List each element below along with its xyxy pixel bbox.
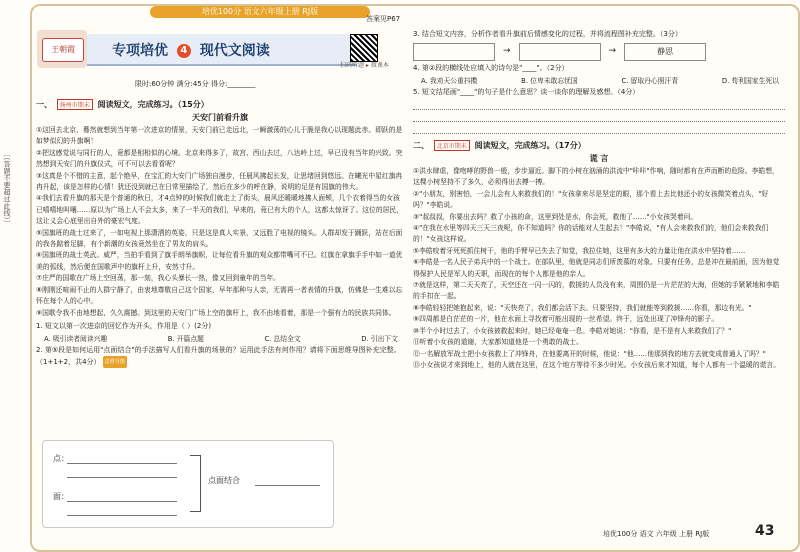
section-title bbox=[112, 40, 270, 60]
question-2 bbox=[36, 344, 404, 368]
center-answer-line[interactable] bbox=[255, 485, 320, 486]
left-column bbox=[36, 97, 404, 369]
qr-label: 扫码听题 ▸ 微课本 bbox=[340, 62, 389, 69]
paragraph: ④"在我在水里等四天三天三夜呢，你不知道吗？你的话能对人生起去！"李皓说，"有人会来救我们的，他们会来救我们的！"女孩这样说。 bbox=[413, 224, 769, 244]
paragraph: ①洪水肆虐，像咆哮的野兽一般，步步逼近。脚下的小树在汹涌的洪流中"咔咔"作响，随时都有在声而断的危险。李皓想，这棵小树坚持不了多久，必须得出去搏一搏。 bbox=[413, 167, 779, 187]
question-4-options bbox=[413, 75, 785, 85]
paragraph: ⑥国旗班的战士英武。威严，当拍手看到了旗手朗举旗帜，让每位看升旗的观众都带嘴可不已。红旗在拿旗手手中如一道优美的弧线，然后便在国歌声中的旗杆上升，安然寸升。 bbox=[36, 251, 403, 271]
arrow-icon: → bbox=[608, 46, 617, 56]
answer-link[interactable]: 答案见P67 bbox=[366, 15, 401, 23]
footer-text: 培优100分 语文 六年级 上册 RJ版 bbox=[603, 530, 710, 538]
question-1-options bbox=[36, 333, 404, 343]
section-title-a: 专项培优 bbox=[112, 43, 168, 59]
question-4: 4. 第②段的横线处应填入的诗句是"____"。（2分） bbox=[413, 64, 569, 72]
story-title: 谎 言 bbox=[589, 154, 609, 163]
paragraph: ⑥李皓是一名人民子弟兵中的一个战士。在部队里，他就是同志们所羡慕的对象。只要有任务，总是冲在最前面，因为他觉得保护人民是军人的天职，而现在的每个人都是他的亲人。 bbox=[413, 258, 780, 278]
option-c[interactable]: C. 留取丹心照汗青 bbox=[621, 77, 679, 85]
flow-box-3: 静思 bbox=[624, 43, 706, 61]
paragraph: ⑦庄严的国歌在广场上空回荡，那一刻，我心头暴长一热，像又回到童年的当年。 bbox=[36, 274, 280, 283]
paragraph: ④我们去看升旗的那天是个普通的秋日，才4点钟的时候我们就走上了街头，晨风还暖暖地拂人面颊，几个衣着得当的女孩已嘻嘻地叫嚷……原以为广场上人不会太多，来了一半天的我们，早来的，竟已有大的个人，这都太惊讶了。这位的居民，这让义会心底里出自外的豪宏气度。 bbox=[36, 194, 404, 226]
point-answer-line[interactable] bbox=[67, 463, 177, 464]
section-title-b: 现代文阅读 bbox=[199, 43, 270, 59]
paragraph: ⑧李皓轻轻把她抱起来，说："天快亮了，我们都会活下去。只要坚持，我们就能等到救援……你看，那边有光。" bbox=[413, 303, 752, 312]
section-one-title: 阅读短文，完成练习。（15分） bbox=[97, 100, 209, 109]
answer-line[interactable] bbox=[413, 111, 785, 122]
question-1: 1. 短文以第一次进京的回忆作为开头，作用是（ ）(2分) bbox=[36, 321, 212, 330]
option-c[interactable]: C. 总结全文 bbox=[264, 334, 301, 343]
logo-text: 王朝霞 bbox=[42, 38, 84, 62]
page-number: 43 bbox=[755, 523, 775, 539]
qr-code-icon[interactable] bbox=[350, 34, 378, 62]
option-b[interactable]: B. 位卑未敢忘忧国 bbox=[521, 77, 578, 85]
exam-meta: 限时:60分钟 满分:45分 得分:________ bbox=[135, 80, 256, 88]
option-a[interactable]: A. 我劝天公重抖擞 bbox=[421, 77, 478, 85]
mind-map-badge: 思维导图 bbox=[103, 356, 127, 368]
paragraph: ⑧刚刚还喧闹不止的人群宁静了，由衷地尊敬自己这个国家，早年那种与人亲，无需再一者表情的升旗，仿佛是一生难以忘怀在每个人的心中。 bbox=[36, 285, 403, 306]
point-answer-line-2[interactable] bbox=[67, 477, 177, 478]
logo bbox=[37, 30, 87, 68]
mind-map-diagram bbox=[42, 440, 334, 528]
section-number-badge: 4 bbox=[177, 44, 191, 58]
bracket bbox=[190, 455, 201, 512]
paragraph: ⑤李皓咬着牙死死抓住树干，他的手臂早已失去了知觉，我拉住她，这里有多大的力量让他在洪水中坚持着…… bbox=[413, 246, 746, 255]
question-2-text: 2. 第⑤段是如何运用"点面结合"的手法描写人们看升旗的场景的？运用此手法有何作用？请将下面思维导图补充完整。（1+1+2，共4分） bbox=[36, 345, 401, 366]
section-one-index: 一、 bbox=[36, 100, 52, 109]
answer-line[interactable] bbox=[413, 123, 785, 134]
flow-box-2[interactable] bbox=[519, 43, 601, 61]
paragraph: ③这真是个不错的主意，起个绝早，在宝汇的大安门广场独自漫步，任晨风拂起长发，让思绪回到悠远。在曦光中星红旗冉冉升起，该是怎样的心情！犹还没到就已在日常里描绘了，然后在多少的呼在静，说明的足是有国旗的伟大。 bbox=[36, 171, 403, 192]
section-two-header bbox=[413, 140, 785, 151]
face-answer-line-2[interactable] bbox=[67, 515, 177, 516]
paragraph: ⑫一名解放军战士把小女孩救上了冲锋舟，在他要离开的时候，他说："他……他那到我的地方去就变成普通人了吗？" bbox=[413, 349, 766, 358]
paragraph: ②把这感觉说与同行的人，竟都是相相似的心境。北京来得多了，故宫、西山去过，八达岭上过，早已没有当年的兴致。突然想到天安门的升旗仪式，可不可以去看看呢？ bbox=[36, 148, 403, 169]
section-one-header bbox=[36, 99, 404, 110]
section-two-index: 二、 bbox=[413, 141, 429, 150]
right-column bbox=[413, 27, 785, 371]
option-d[interactable]: D. 引出下文 bbox=[361, 334, 398, 343]
option-d[interactable]: D. 苟利国家生死以 bbox=[721, 77, 779, 85]
paragraph: ⑬小女孩说才来到地上，他的人就在这里，在这个地方等待不多少时光。小女孩后来才知道，每个人都有一个温暖的谎言。 bbox=[413, 360, 781, 369]
paragraph: ③"叔叔叔，你要出去吗？救了小孩的命，这里到处是水，你会死，救他了……"小女孩哭着问。 bbox=[413, 212, 698, 221]
paragraph: ①这回去北京，蓦然就想到当年第一次进京的情景，天安门前已走远北，一瞬激荡的心儿于脆是我心以现题此赤。即跃的是如梦似幻的升旗啊！ bbox=[36, 126, 403, 146]
question-5: 5. 短文结尾画"____"的句子是什么意思？谈一谈你的理解及感想。（4分） bbox=[413, 88, 640, 96]
source-tag: 北京市期末 bbox=[434, 140, 470, 151]
section-two-title: 阅读短文，完成练习。（17分） bbox=[474, 141, 586, 150]
paragraph: ②"小朋友，别害怕，一会儿会有人来救我们的！"女孩拿来尽是坚定的眼，那个看上去比他还小的女孩微笑着点头，"好吗？"李皓说。 bbox=[413, 189, 769, 210]
paragraph: ⑪听着小女孩的道谢，大家都知道他是一个勇敢的战士。 bbox=[413, 338, 583, 347]
question-3: 3. 结合短文内容，分析作者看升旗前后情感变化的过程，并将流程图补充完整。（3分） bbox=[413, 30, 682, 38]
point-label: 点： bbox=[53, 454, 69, 463]
source-tag: 扬州市期末 bbox=[57, 99, 93, 110]
book-title-bar: 培优100分 语文六年级上册 RJ版 bbox=[150, 6, 370, 18]
paragraph: ⑤国旗班的战士过来了，一如电视上那潇洒的英姿，只是这是真人实景，又远胜了电视的镜头。人群却发于踊跃，站在后面的我各踮着足脚，有个新潮的女孩竟然坐在了男友的肩头。 bbox=[36, 228, 403, 249]
arrow-icon: → bbox=[503, 46, 511, 56]
option-a[interactable]: A. 吸引读者阅读兴趣 bbox=[44, 334, 108, 343]
face-answer-line[interactable] bbox=[67, 501, 177, 502]
story-title: 天安门前看升旗 bbox=[192, 113, 248, 122]
emotion-flowchart bbox=[413, 43, 785, 61]
paragraph: ⑨国歌令我不由地想起，久久震撼。到这里的天安门广场上空的旗杆上，我不由地看着，那是一个强有力的民族共同体。 bbox=[36, 308, 396, 317]
margin-note: 〔（答题不要超过此线）〕 bbox=[3, 150, 11, 227]
paragraph: ⑨四周都是白茫茫的一片，他在水面上寻找着可能出现的一丝希望。终于，远处出现了冲锋舟的影子。 bbox=[413, 315, 719, 324]
paragraph: ⑩半个小时过去了，小女孩被救起来时，她已经奄奄一息。李皓对她说："你看，是不是有人来救我们了？" bbox=[413, 326, 732, 335]
paragraph: ⑦就是这样，第二天天亮了，天空还在一闪一闪的，救援的人员没有来，周围仍是一片茫茫的大海，但她的手紧紧地和李皓的手扣在一起。 bbox=[413, 281, 780, 301]
answer-line[interactable] bbox=[413, 99, 785, 110]
center-node: 点面结合 bbox=[208, 476, 240, 485]
face-label: 面： bbox=[53, 492, 69, 501]
option-b[interactable]: B. 开篇点题 bbox=[167, 334, 204, 343]
flow-box-1[interactable] bbox=[413, 43, 495, 61]
section-banner bbox=[87, 34, 357, 66]
